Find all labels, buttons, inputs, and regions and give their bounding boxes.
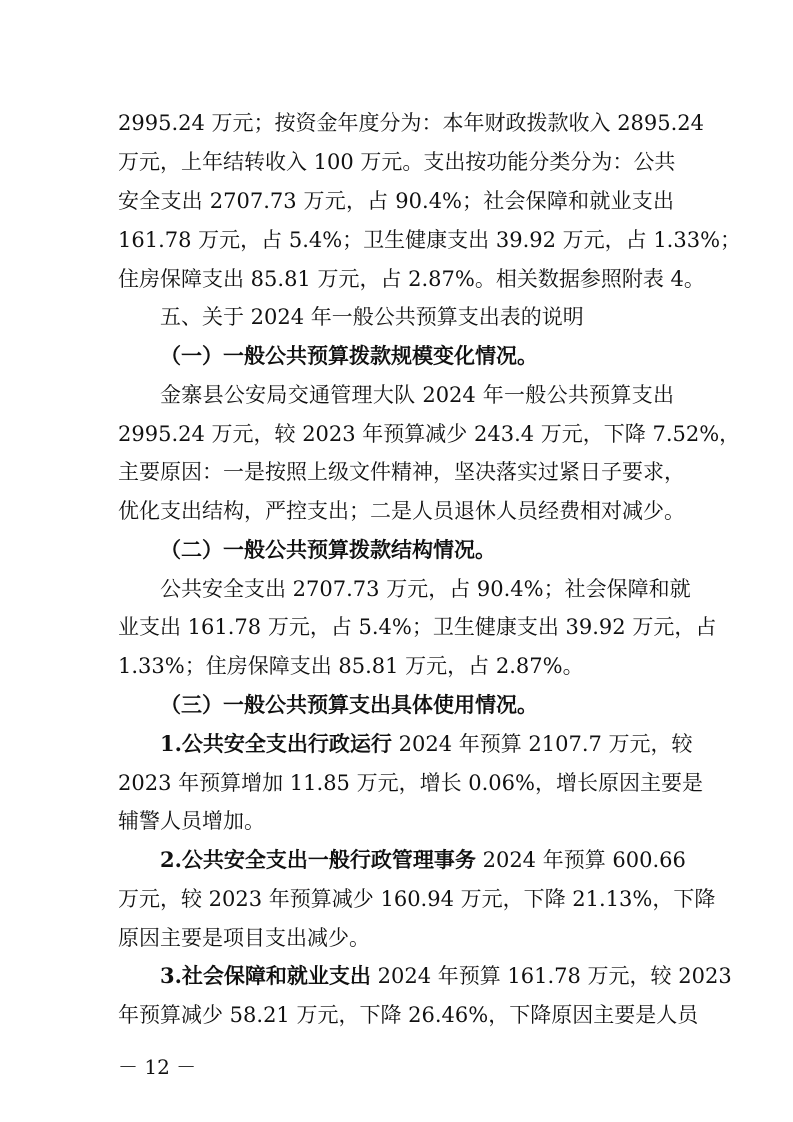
subsection-two-line-2: 业支出 161.78 万元，占 5.4%；卫生健康支出 39.92 万元，占 (118, 615, 717, 639)
item-three-line-1 (160, 957, 732, 995)
body-line-3: 安全支出 2707.73 万元，占 90.4%；社会保障和就业支出 (118, 189, 674, 213)
item-one-title: 1.公共安全支出行政运行 (160, 731, 392, 756)
subsection-one-line-1: 金寨县公安局交通管理大队 2024 年一般公共预算支出 (160, 383, 674, 407)
subsection-one-line-4: 优化支出结构，严控支出；二是人员退休人员经费相对减少。 (118, 499, 685, 523)
page-number: － 12 － (118, 1055, 197, 1079)
item-one-line-1 (160, 725, 693, 763)
item-one-text: 2024 年预算 2107.7 万元，较 (391, 732, 693, 756)
item-three-line-2: 年预算减少 58.21 万元，下降 26.46%，下降原因主要是人员 (118, 1003, 699, 1027)
subsection-two-line-3: 1.33%；住房保障支出 85.81 万元，占 2.87%。 (118, 654, 584, 678)
subsection-three-heading: （三）一般公共预算支出具体使用情况。 (160, 692, 538, 717)
subsection-one-heading: （一）一般公共预算拨款规模变化情况。 (160, 343, 538, 368)
item-three-text: 2024 年预算 161.78 万元，较 2023 (370, 964, 732, 988)
section-five-heading: 五、关于 2024 年一般公共预算支出表的说明 (160, 305, 584, 329)
item-one-line-2: 2023 年预算增加 11.85 万元，增长 0.06%，增长原因主要是 (118, 771, 703, 795)
body-line-1: 2995.24 万元；按资金年度分为：本年财政拨款收入 2895.24 (118, 111, 705, 135)
item-one-line-3: 辅警人员增加。 (118, 809, 265, 833)
item-two-title: 2.公共安全支出一般行政管理事务 (160, 847, 476, 872)
item-two-line-3: 原因主要是项目支出减少。 (118, 926, 370, 950)
subsection-two-heading: （二）一般公共预算拨款结构情况。 (160, 537, 496, 562)
body-line-5: 住房保障支出 85.81 万元，占 2.87%。相关数据参照附表 4。 (118, 267, 705, 291)
item-two-text: 2024 年预算 600.66 (475, 848, 686, 872)
item-two-line-1 (160, 841, 686, 879)
item-three-title: 3.社会保障和就业支出 (160, 963, 371, 988)
body-line-2: 万元，上年结转收入 100 万元。支出按功能分类分为：公共 (118, 150, 676, 174)
subsection-one-line-3: 主要原因：一是按照上级文件精神，坚决落实过紧日子要求， (118, 460, 685, 484)
subsection-one-line-2: 2995.24 万元，较 2023 年预算减少 243.4 万元，下降 7.52%， (118, 422, 741, 446)
item-two-line-2: 万元，较 2023 年预算减少 160.94 万元，下降 21.13%，下降 (118, 887, 716, 911)
body-line-4: 161.78 万元，占 5.4%；卫生健康支出 39.92 万元，占 1.33%； (118, 228, 742, 252)
subsection-two-line-1: 公共安全支出 2707.73 万元，占 90.4%；社会保障和就 (160, 577, 691, 601)
